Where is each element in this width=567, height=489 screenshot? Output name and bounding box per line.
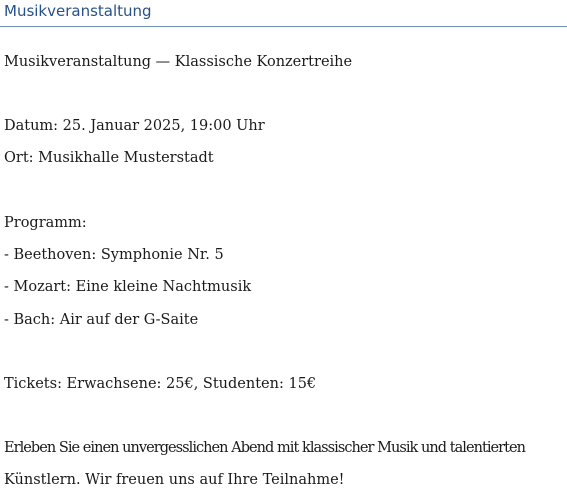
event-venue: Ort: Musikhalle Musterstadt [4, 150, 214, 166]
program-label: Programm: [4, 215, 87, 231]
program-item: - Beethoven: Symphonie Nr. 5 [4, 247, 224, 263]
document-heading: Musikveranstaltung — Klassische Konzertreihe [4, 54, 353, 70]
page-header [0, 0, 567, 27]
ticket-prices: Tickets: Erwachsene: 25€, Studenten: 15€ [4, 376, 317, 392]
program-item: - Mozart: Eine kleine Nachtmusik [4, 279, 252, 295]
program-item: - Bach: Air auf der G-Saite [4, 312, 199, 328]
header-title: Musikveranstaltung [4, 2, 152, 20]
event-date: Datum: 25. Januar 2025, 19:00 Uhr [4, 118, 265, 134]
closing-text-line-2: Künstlern. Wir freuen uns auf Ihre Teilnahme! [4, 472, 345, 488]
closing-text-line-1: Erleben Sie einen unvergesslichen Abend mit klassischer Musik und talentierten [4, 440, 525, 456]
